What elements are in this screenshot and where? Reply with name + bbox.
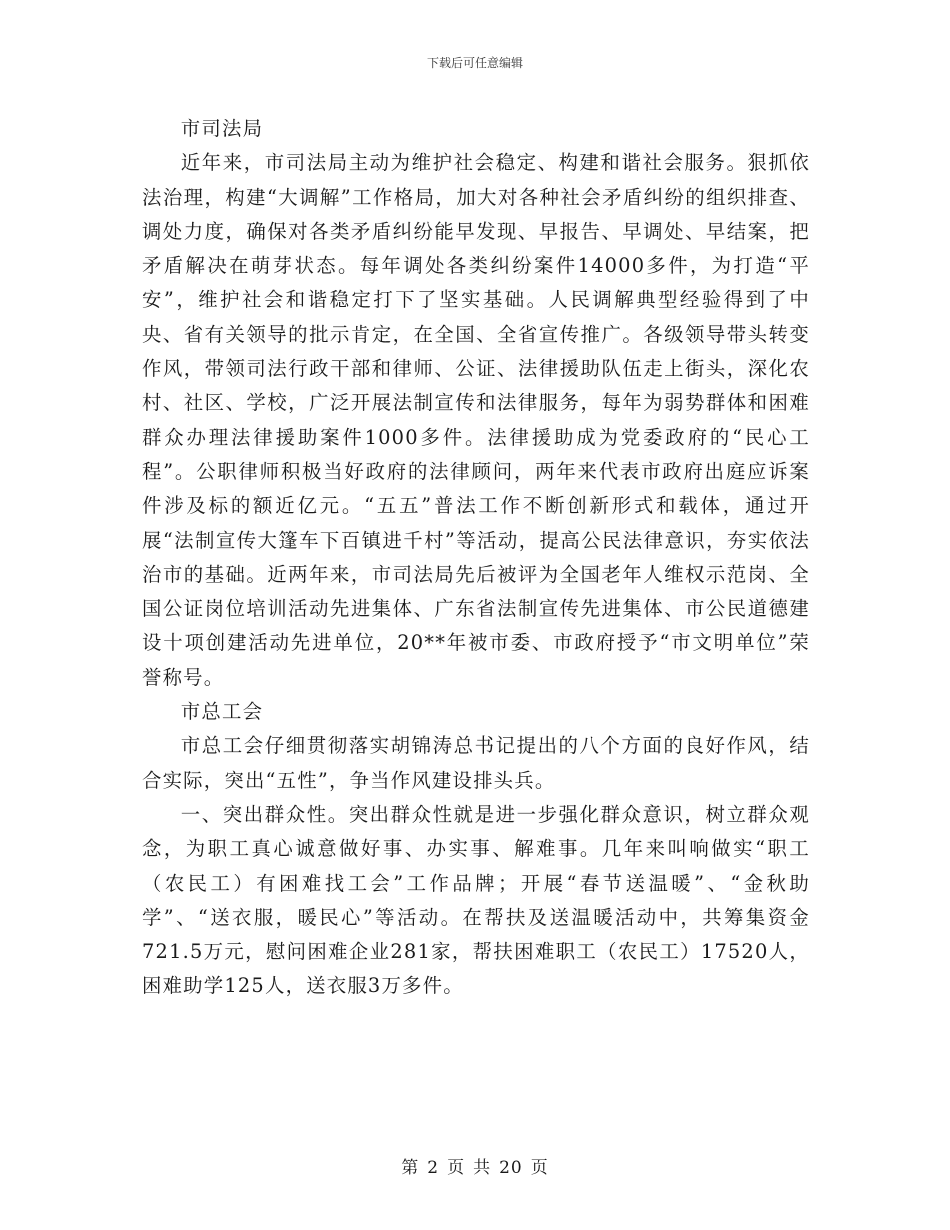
section-title: 市总工会 [180,700,264,724]
footer-page-word: 页 [447,1158,466,1178]
footer-prefix: 第 [401,1158,420,1178]
paragraph: 一、突出群众性。突出群众性就是进一步强化群众意识，树立群众观念，为职工真心诚意做好事、办实事、解难事。几年来叫响做实“职工（农民工）有困难找工会”工作品牌；开展“春节送温暖”、“金秋助学”、“送衣服，暖民心”等活动。在帮扶及送温暖活动中，共筹集资金721.5万元，慰问困难企业281家，帮扶困难职工（农民工）17520人，困难助学125人，送衣服3万多件。 [142,802,810,998]
header-note: 下载后可任意编辑 [426,56,523,70]
current-page-number: 2 [427,1158,440,1178]
section-title: 市司法局 [180,117,264,140]
paragraph: 市总工会仔细贯彻落实胡锦涛总书记提出的八个方面的良好作风，结合实际，突出“五性”，争当作风建设排头兵。 [142,734,810,792]
footer-suffix: 页 [530,1158,549,1178]
page-footer [0,1153,950,1178]
document-body [142,112,810,1004]
total-page-number: 20 [499,1158,523,1178]
footer-total-prefix: 共 [473,1158,492,1178]
paragraph: 近年来，市司法局主动为维护社会稳定、构建和谐社会服务。狠抓依法治理，构建“大调解”工作格局，加大对各种社会矛盾纠纷的组织排查、调处力度，确保对各类矛盾纠纷能早发现、早报告、早调处、早结案，把矛盾解决在萌芽状态。每年调处各类纠纷案件14000多件，为打造“平安”，维护社会和谐稳定打下了坚实基础。人民调解典型经验得到了中央、省有关领导的批示肯定，在全国、全省宣传推广。各级领导带头转变作风，带领司法行政干部和律师、公证、法律援助队伍走上街头，深化农村、社区、学校，广泛开展法制宣传和法律服务，每年为弱势群体和困难群众办理法律援助案件1000多件。法律援助成为党委政府的“民心工程”。公职律师积极当好政府的法律顾问，两年来代表市政府出庭应诉案件涉及标的额近亿元。“五五”普法工作不断创新形式和载体，通过开展“法制宣传大篷车下百镇进千村”等活动，提高公民法律意识，夯实依法治市的基础。近两年来，市司法局先后被评为全国老年人维权示范岗、全国公证岗位培训活动先进集体、广东省法制宣传先进集体、市公民道德建设十项创建活动先进单位，20**年被市委、市政府授予“市文明单位”荣誉称号。 [142,151,810,689]
